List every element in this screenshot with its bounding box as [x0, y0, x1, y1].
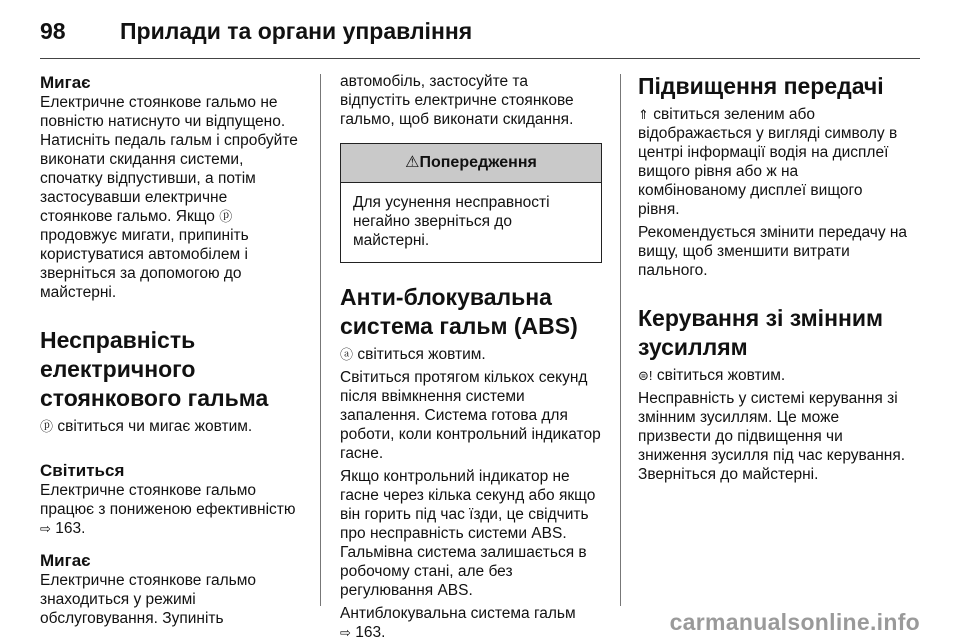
steering-line	[638, 366, 908, 385]
flashing-text: Електричне стоянкове гальмо не повністю натиснуто чи відпущено. Натисніть педаль гальм і спробуйте виконати скидання системи, спочатку відпустивши, а потім застосувавши електричне стоянкове гальмо. Якщо	[40, 94, 298, 225]
abs-paragraph-2: Якщо контрольний індикатор не гасне через кілька секунд або якщо він горить під час їзди, це свідчить про несправність системи ABS. Гальмівна система залишається в робочому стані, але без регулювання ABS.	[340, 468, 596, 599]
steering-heading: Керування зі змінним зусиллям	[638, 305, 884, 360]
abs-paragraph-1: Світиться протягом кількох секунд після ввімкнення системи запалення. Система готова для роботи, коли контрольний індикатор гасне.	[340, 369, 601, 462]
steering-line-text: світиться жовтим.	[656, 367, 786, 384]
warning-icon: ⚠	[405, 154, 420, 171]
lit-page-ref[interactable]: 163.	[55, 520, 86, 537]
page-header	[0, 0, 960, 62]
upshift-heading: Підвищення передачі	[638, 73, 884, 99]
parking-brake-icon: ⓟ	[219, 209, 233, 224]
abs-page-ref[interactable]: 163.	[355, 624, 386, 641]
epb-fault-line	[40, 417, 302, 436]
warning-header	[341, 144, 601, 183]
upshift-text: світиться зеленим або відображається у вигляді символу в центрі інформації водія на дисплеї вищого рівня або ж на комбінованому дисплеї вищого рівня.	[638, 106, 898, 218]
page-title: Прилади та органи управління	[120, 18, 473, 44]
flashing-text-tail: продовжує мигати, припиніть користуватися автомобілем і зверніться за допомогою до майстерні.	[40, 227, 249, 301]
upshift-paragraph-2: Рекомендується змінити передачу на вищу, щоб зменшити витрати пального.	[638, 224, 908, 279]
abs-line	[340, 345, 602, 364]
abs-line-text: світиться жовтим.	[357, 346, 486, 363]
column-1	[40, 72, 302, 628]
warning-body: Для усунення несправності негайно зверніться до майстерні.	[353, 194, 550, 249]
flashing2-heading: Мигає	[40, 551, 91, 570]
epb-fault-text: світиться чи мигає жовтим.	[57, 418, 253, 435]
continued-text: автомобіль, застосуйте та відпустіть електричне стоянкове гальмо, щоб виконати скидання.	[340, 73, 574, 128]
flashing-heading: Мигає	[40, 73, 91, 92]
column-3	[638, 72, 908, 484]
abs-paragraph-3	[340, 604, 602, 642]
abs-heading: Анти-блокувальна система гальм (ABS)	[340, 284, 578, 339]
epb-fault-heading: Несправність електричного стоянкового гальма	[40, 327, 269, 411]
lit-paragraph	[40, 481, 302, 538]
upshift-paragraph-1	[638, 105, 908, 219]
steering-icon: ⊜!	[638, 368, 653, 383]
warning-box	[340, 143, 602, 263]
header-divider	[40, 58, 920, 59]
abs-icon: ⓐ	[340, 347, 354, 362]
page-number: 98	[40, 18, 66, 44]
column-divider-2	[620, 74, 621, 606]
lit-text: Електричне стоянкове гальмо працює з пониженою ефективністю	[40, 482, 296, 518]
abs-p3-text: Антиблокувальна система гальм	[340, 605, 576, 622]
page-ref-arrow-icon: ⇨	[340, 625, 351, 640]
warning-title: Попередження	[419, 154, 537, 171]
watermark: carmanualsonline.info	[669, 609, 920, 635]
flashing-paragraph	[40, 93, 302, 302]
lit-heading: Світиться	[40, 461, 125, 480]
flashing2-text: Електричне стоянкове гальмо знаходиться у режимі обслуговування. Зупиніть	[40, 572, 257, 627]
epb-fault-icon: ⓟ	[40, 419, 54, 434]
column-divider-1	[320, 74, 321, 606]
column-2	[340, 72, 602, 642]
steering-paragraph: Несправність у системі керування зі змінним зусиллям. Це може призвести до підвищення чи зниження зусилля під час керування. Зверніться до майстерні.	[638, 390, 906, 483]
page-ref-arrow-icon: ⇨	[40, 521, 51, 536]
upshift-icon: ⇑	[638, 107, 649, 122]
